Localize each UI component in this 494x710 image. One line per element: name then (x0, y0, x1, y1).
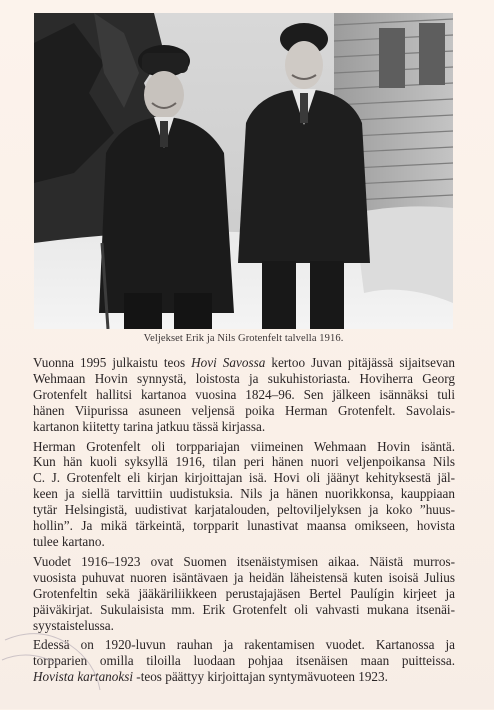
paragraph (33, 554, 455, 634)
text-line: C. J. Grotenfelt eli kirjan kirjoittajan isä. Hovi oli jäänyt kehityksestä jäl- (33, 470, 455, 486)
text-line: Herman Grotenfelt oli torppariajan viimeinen Wehmaan Hovin isäntä. (33, 438, 455, 454)
text-line: keen ja siellä tarvittiin uudistuksia. Nils ja hänen nuorikkonsa, kauppiaan (33, 486, 455, 502)
text-line: tulee kartano. (33, 533, 105, 549)
text-line: Vuodet 1916–1923 ovat Suomen itsenäistymisen aikaa. Näistä murros- (33, 553, 455, 569)
text-line: hollin”. Ja mikä tärkeintä, torpparit lunastivat maansa omikseen, hovista (33, 518, 455, 534)
text-line: tytär Helsingistä, uudistivat karjatalouden, peltoviljelyksen ja koko ”huus- (33, 502, 455, 518)
photo-caption: Veljekset Erik ja Nils Grotenfelt talvella 1916. (143, 333, 344, 344)
historical-photograph (34, 13, 453, 329)
text-line: syystaistelussa. (33, 617, 114, 633)
text-line: Kun hän kuoli syksyllä 1916, tilan peri hänen nuori veljenpoikansa Nils (33, 454, 455, 470)
text-line: Vuonna 1995 julkaistu teos Hovi Savossa kertoo Juvan pitäjässä sijaitsevan (33, 355, 455, 370)
paragraph (33, 439, 455, 550)
text-line: Edessä on 1920-luvun rauhan ja rakentamisen vuodet. Kartanossa ja (33, 637, 455, 653)
text-line: Grotenfelt hallitsi kartanoa vuosina 1824–96. Sen jälkeen isännäksi tuli (33, 386, 455, 402)
text-line: hänen Viipurissa asuneen veljensä poika Herman Grotenfelt. Savolais- (33, 402, 455, 418)
paragraph (33, 355, 455, 435)
paragraph (33, 637, 455, 685)
text-line: päiväkirjat. Sukulaisista mm. Erik Grotenfelt oli vahvasti mukana itsenäi- (33, 601, 455, 617)
text-line: torpparien omilla tiloilla luodaan pohjaa itsenäisen maan puitteissa. (33, 653, 455, 669)
text-line: kartanon kiitetty tarina jatkuu tässä kirjassa. (33, 418, 266, 434)
text-line: vuosista puhuvat nuoren isäntävaen ja heidän läheistensä kuten isoisä Julius (33, 569, 455, 585)
text-line: Hovista kartanoksi -teos päättyy kirjoittajan syntymävuoteen 1923. (33, 669, 388, 685)
text-line: Wehmaan Hovin synnystä, loistosta ja sukuhistoriasta. Hoviherra Georg (33, 370, 455, 386)
photo-illustration (34, 13, 453, 329)
italic-title: Hovi Savossa (191, 355, 266, 370)
text-line: Grotenfeltin sekä jääkäriliikkeen perustajajäsen Bertel Paulígin kirjeet ja (33, 585, 455, 601)
italic-title: Hovista kartanoksi (33, 669, 133, 685)
body-text (33, 355, 455, 689)
